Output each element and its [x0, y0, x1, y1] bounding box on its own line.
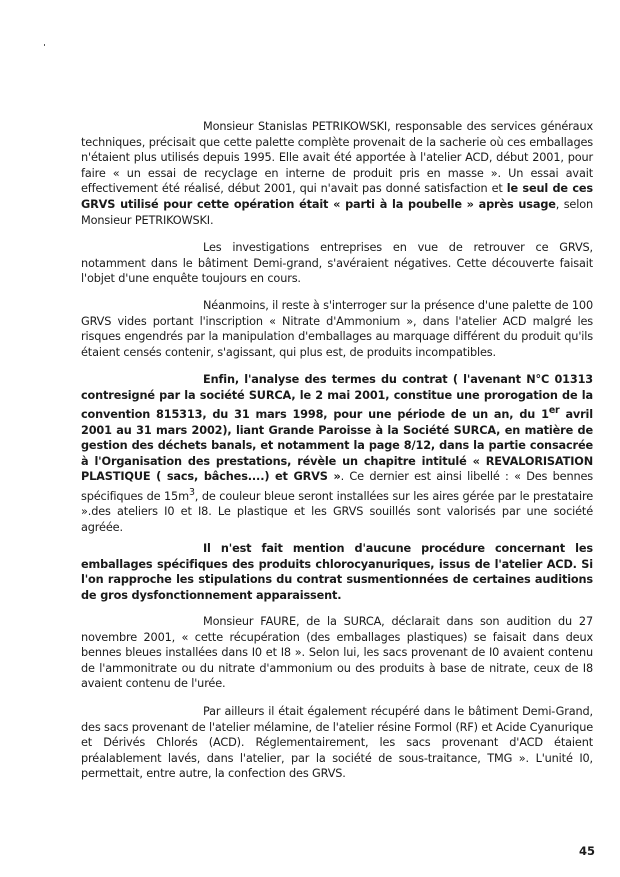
scan-speck	[44, 44, 45, 46]
text-run: Les investigations entreprises en vue de retrouver ce GRVS, notamment dans le bâtiment Demi-grand, s'avéraient négatives. Cette découverte faisait l'objet d'une enquête toujours en cours.	[81, 241, 593, 286]
text-run: , selon Monsieur PETRIKOWSKI.	[81, 197, 593, 227]
text-run: . Ce dernier est ainsi libellé : « Des bennes spécifiques de 15m	[81, 470, 594, 503]
bold-text-run: le seul de ces GRVS utilisé pour cette opération était « parti à la poubelle » après usage	[81, 182, 593, 211]
text-run: , de couleur bleue seront installées sur les aires gérée par le prestataire ».des ateliers I0 et I8. Le plastique et les GRVS souillés sont valorisés par une société agréée.	[81, 489, 593, 534]
paragraph	[81, 240, 593, 287]
paragraph	[81, 372, 593, 535]
paragraph	[81, 541, 593, 603]
bold-text-run: Il n'est fait mention d'aucune procédure concernant les emballages spécifiques des produits chlorocyanuriques, issus de l'atelier ACD. Si l'on rapproche les stipulations du contrat susmentionnées de certaines auditions de gros dysfonctionnement apparaissent.	[81, 542, 593, 602]
paragraph	[81, 119, 593, 228]
bold-text-run: Enfin, l'analyse des termes du contrat ( l'avenant N°C 01313 contresigné par la société SURCA, le 2 mai 2001, constitue une prorogation de la convention 815313, du 31 mars 1998, pour une période de un an, du 1	[81, 373, 593, 421]
bold-text-run: avril 2001 au 31 mars 2002), liant Grande Paroisse à la Société SURCA, en matière de gestion des déchets banals, et notamment la page 8/12, dans la partie consacrée à l'Organisation des prestations, révèle un chapitre intitulé « REVALORISATION PLASTIQUE ( sacs, bâches....) et GRVS »	[81, 407, 593, 484]
paragraph	[81, 704, 593, 782]
text-run: Néanmoins, il reste à s'interroger sur la présence d'une palette de 100 GRVS vides portant l'inscription « Nitrate d'Ammonium », dans l'atelier ACD malgré les risques engendrés par la manipulation d'emballages au marquage différent du produit qu'ils étaient censés contenir, s'agissant, qui plus est, de produits incompatibles.	[81, 299, 593, 359]
paragraph	[81, 298, 593, 360]
text-run: Par ailleurs il était également récupéré dans le bâtiment Demi-Grand, des sacs provenant de l'atelier mélamine, de l'atelier résine Formol (RF) et Acide Cyanurique et Dérivés Chlorés (ACD). Réglementairement, les sacs provenant d'ACD étaient préalablement lavés, dans l'atelier, par la société de sous-traitance, TMG ». L'unité I0, permettait, entre autre, la confection des GRVS.	[81, 705, 593, 781]
page-number: 45	[578, 844, 595, 858]
text-run: Monsieur FAURE, de la SURCA, déclarait dans son audition du 27 novembre 2001, « cette récupération (des emballages plastiques) se faisait dans deux bennes bleues installées dans I0 et I8 ». Selon lui, les sacs provenant de I0 avaient contenu de l'ammonitrate ou du nitrate d'ammonium ou des produits à base de nitrate, ceux de I8 avaient contenu de l'urée.	[81, 615, 593, 691]
text-run: Monsieur Stanislas PETRIKOWSKI, responsable des services généraux techniques, précisait que cette palette complète provenait de la sacherie où ces emballages n'étaient plus utilisés depuis 1995. Elle avait été apportée à l'atelier ACD, début 2001, pour faire « un essai de recyclage en interne de produit pris en masse ». Un essai avait effectivement été réalisé, début 2001, qui n'avait pas donné satisfaction et	[81, 120, 593, 196]
bold-text-run: er	[548, 405, 560, 417]
paragraph	[81, 614, 593, 692]
text-run: 3	[188, 486, 195, 498]
